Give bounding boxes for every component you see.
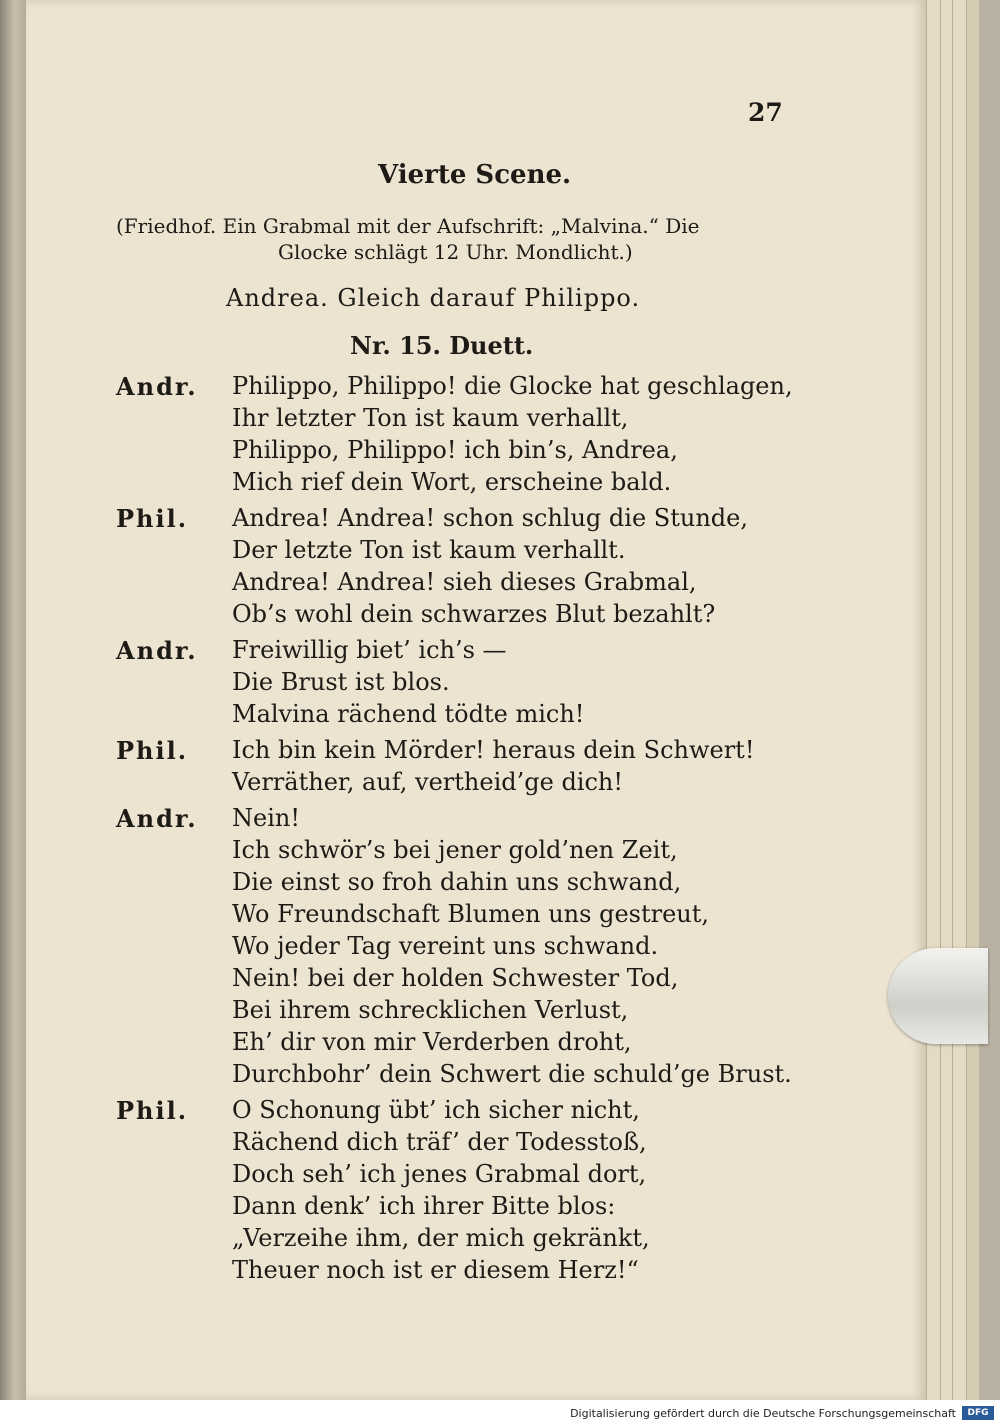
- verse-line: Bei ihrem schrecklichen Verlust,: [232, 996, 629, 1024]
- speaker-label: Andr.: [116, 804, 198, 833]
- verse-line: „Verzeihe ihm, der mich gekränkt,: [232, 1224, 650, 1252]
- verse-line: Philippo, Philippo! ich bin’s, Andrea,: [232, 436, 678, 464]
- verse-line: Theuer noch ist er diesem Herz!“: [232, 1256, 639, 1284]
- verse-line: Malvina rächend tödte mich!: [232, 700, 585, 728]
- verse-line: Doch seh’ ich jenes Grabmal dort,: [232, 1160, 647, 1188]
- verse-line: Die einst so froh dahin uns schwand,: [232, 868, 682, 896]
- verse-line: Ich schwör’s bei jener gold’nen Zeit,: [232, 836, 678, 864]
- stage-direction-line-2: Glocke schlägt 12 Uhr. Mondlicht.): [278, 240, 633, 264]
- scene-title: Vierte Scene.: [378, 160, 572, 190]
- footer-credit: Digitalisierung gefördert durch die Deutsche Forschungsgemeinschaft: [570, 1407, 956, 1420]
- book-spine-shadow: [0, 0, 26, 1427]
- verse-line: Die Brust ist blos.: [232, 668, 450, 696]
- verse-line: Verräther, auf, vertheid’ge dich!: [232, 768, 624, 796]
- page-clip-tab: [888, 948, 988, 1044]
- verse-line: Mich rief dein Wort, erscheine bald.: [232, 468, 672, 496]
- verse-line: Nein!: [232, 804, 300, 832]
- speaker-label: Phil.: [116, 736, 189, 765]
- verse-line: O Schonung übt’ ich sicher nicht,: [232, 1096, 640, 1124]
- speaker-label: Andr.: [116, 372, 198, 401]
- verse-line: Ich bin kein Mörder! heraus dein Schwert!: [232, 736, 755, 764]
- verse-line: Nein! bei der holden Schwester Tod,: [232, 964, 679, 992]
- verse-line: Philippo, Philippo! die Glocke hat geschlagen,: [232, 372, 793, 400]
- page-edge: [926, 0, 941, 1400]
- page-edge: [966, 0, 979, 1400]
- verse-line: Freiwillig biet’ ich’s —: [232, 636, 507, 664]
- verse-line: Ihr letzter Ton ist kaum verhallt,: [232, 404, 629, 432]
- number-title: Nr. 15. Duett.: [350, 331, 534, 360]
- verse-line: Ob’s wohl dein schwarzes Blut bezahlt?: [232, 600, 716, 628]
- verse-line: Andrea! Andrea! schon schlug die Stunde,: [232, 504, 748, 532]
- dfg-logo: DFG: [962, 1406, 994, 1420]
- verse-line: Wo Freundschaft Blumen uns gestreut,: [232, 900, 710, 928]
- verse-line: Durchbohr’ dein Schwert die schuld’ge Brust.: [232, 1060, 792, 1088]
- verse-line: Dann denk’ ich ihrer Bitte blos:: [232, 1192, 616, 1220]
- verse-line: Der letzte Ton ist kaum verhallt.: [232, 536, 626, 564]
- verse-line: Rächend dich träf’ der Todesstoß,: [232, 1128, 647, 1156]
- page-number: 27: [748, 98, 783, 127]
- footer-bar: [0, 1400, 1000, 1427]
- speaker-label: Andr.: [116, 636, 198, 665]
- verse-line: Andrea! Andrea! sieh dieses Grabmal,: [232, 568, 697, 596]
- speaker-label: Phil.: [116, 1096, 189, 1125]
- speaker-label: Phil.: [116, 504, 189, 533]
- verse-line: Eh’ dir von mir Verderben droht,: [232, 1028, 632, 1056]
- characters-line: Andrea. Gleich darauf Philippo.: [226, 284, 641, 312]
- stage-direction-line-1: (Friedhof. Ein Grabmal mit der Aufschrift: „Malvina.“ Die: [116, 214, 700, 238]
- page-edge: [952, 0, 967, 1400]
- verse-line: Wo jeder Tag vereint uns schwand.: [232, 932, 659, 960]
